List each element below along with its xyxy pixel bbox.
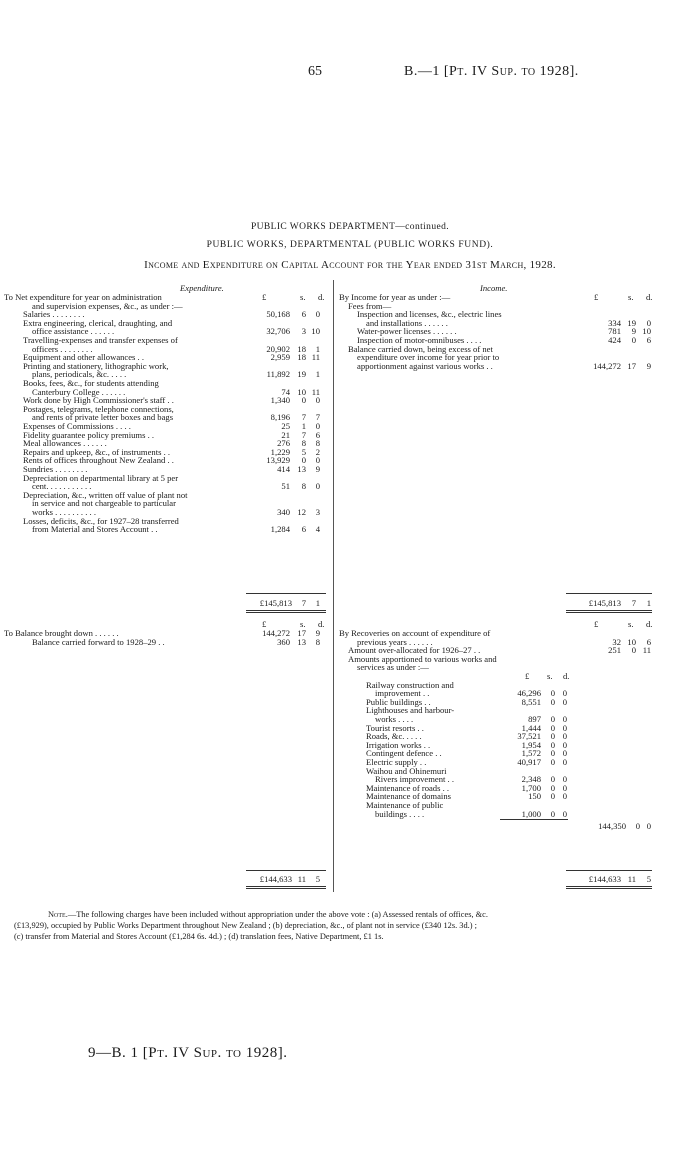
expenditure-amount-pounds: 1,284: [270, 524, 290, 535]
recoveries-amount-pounds: 32: [612, 636, 621, 647]
expenditure-amount-pence: 10: [311, 326, 320, 337]
expenditure-amount-pounds: 51: [281, 481, 290, 492]
expenditure-line: works . . . . . . . . . .: [32, 507, 96, 517]
works-amount-shillings: 0: [550, 782, 555, 793]
expenditure-amount-pence: 0: [315, 455, 320, 466]
expenditure-amount-pence: 6: [315, 429, 320, 440]
expenditure-money-header: £: [262, 292, 267, 302]
recoveries-amount-pounds: 251: [608, 645, 621, 656]
expenditure-line: Losses, deficits, &c., for 1927–28 transferred: [23, 515, 179, 526]
expenditure-amount-pence: 11: [311, 386, 320, 397]
expenditure-line: cent. . . . . . . . . . .: [32, 481, 92, 492]
works-amount-shillings: 0: [550, 722, 555, 733]
expenditure-line: Canterbury College . . . . . .: [32, 386, 126, 397]
expenditure-line: Extra engineering, clerical, draughting, and: [23, 317, 173, 328]
income-total-rule: [566, 593, 652, 594]
recoveries-amount-shillings: 0: [631, 645, 636, 656]
works-money-header: s.: [547, 671, 553, 681]
expenditure-amount-pounds: 8,196: [270, 412, 290, 423]
works-amount-pounds: 150: [528, 791, 541, 802]
works-amount-pounds: 1,444: [521, 722, 541, 733]
works-line: Tourist resorts . .: [366, 722, 424, 733]
works-line: Rivers improvement . .: [375, 774, 455, 785]
expenditure-line: Postages, telegrams, telephone connections,: [23, 403, 174, 414]
expenditure-amount-pounds: 1,340: [270, 395, 290, 406]
works-amount-pounds: 1,000: [521, 808, 541, 819]
document-reference: B.—1 [Pt. IV Sup. to 1928].: [404, 64, 579, 79]
expenditure-amount-pence: 8: [315, 438, 320, 449]
expenditure-amount-pence: 4: [315, 524, 320, 535]
expenditure-amount-pence: 11: [311, 352, 320, 363]
expenditure-line: Meal allowances . . . . . .: [23, 438, 107, 449]
balance-total-pounds: £144,633: [259, 874, 292, 884]
expenditure-amount-shillings: 6: [301, 524, 306, 535]
expenditure-amount-pence: 9: [315, 464, 320, 474]
expenditure-amount-shillings: 18: [297, 352, 306, 363]
works-subtotal-rule: [500, 819, 568, 820]
balance-total-underline: [246, 886, 326, 887]
works-amount-pounds: 897: [528, 714, 541, 724]
expenditure-total-shillings: 7: [301, 598, 306, 608]
balance-amount-shillings: 13: [297, 636, 306, 647]
expenditure-heading: Expenditure.: [180, 283, 224, 293]
department-title: PUBLIC WORKS DEPARTMENT—continued.: [250, 222, 450, 232]
expenditure-amount-pounds: 32,706: [266, 326, 290, 337]
expenditure-amount-pounds: 21: [281, 429, 290, 440]
note-line-3: (c) transfer from Material and Stores Account (£1,284 6s. 4d.) ; (d) translation fees, Native Department, £1 1s.: [14, 932, 384, 941]
balance-total-shillings: 11: [297, 874, 306, 884]
works-line: Contingent defence . .: [366, 748, 442, 759]
expenditure-amount-shillings: 7: [301, 429, 306, 440]
works-amount-shillings: 0: [550, 791, 555, 802]
works-amount-pence: 0: [562, 696, 567, 707]
expenditure-amount-shillings: 10: [297, 386, 306, 397]
works-amount-pence: 0: [562, 782, 567, 793]
balance-line: To Balance brought down . . . . . .: [4, 628, 119, 638]
works-amount-pounds: 46,296: [517, 688, 541, 699]
expenditure-amount-pounds: 340: [277, 507, 290, 517]
recoveries-money-header: £: [594, 619, 599, 629]
works-line: Railway construction and: [366, 679, 454, 690]
works-amount-shillings: 0: [550, 808, 555, 819]
balance-amount-shillings: 17: [297, 628, 306, 638]
expenditure-total-underline: [246, 612, 326, 613]
income-amount-pence: 9: [646, 360, 651, 371]
expenditure-amount-pence: 3: [315, 507, 320, 517]
recoveries-line: Amounts apportioned to various works and: [348, 653, 497, 664]
balance-amount-pounds: 360: [277, 636, 290, 647]
expenditure-amount-shillings: 7: [301, 412, 306, 423]
income-amount-shillings: 17: [627, 360, 636, 371]
balance-amount-pence: 9: [315, 628, 320, 638]
expenditure-line: in service and not chargeable to particular: [32, 498, 176, 509]
recoveries-total-underline: [566, 888, 652, 889]
works-amount-pence: 0: [562, 774, 567, 785]
expenditure-line: Rents of offices throughout New Zealand . .: [23, 455, 174, 466]
recoveries-total-shillings: 11: [627, 874, 636, 884]
works-line: Maintenance of public: [366, 800, 444, 810]
works-subtotal-pounds: 144,350: [598, 821, 626, 832]
expenditure-amount-pounds: 1,229: [270, 446, 290, 457]
works-amount-shillings: 0: [550, 739, 555, 750]
expenditure-amount-shillings: 18: [297, 343, 306, 354]
works-amount-pounds: 8,551: [521, 696, 541, 707]
expenditure-amount-pounds: 13,929: [266, 455, 290, 466]
expenditure-total-underline: [246, 610, 326, 611]
expenditure-line: Depreciation, &c., written off value of plant not: [23, 489, 188, 500]
works-amount-pounds: 2,348: [521, 774, 541, 785]
works-amount-shillings: 0: [550, 748, 555, 759]
income-money-header: s.: [628, 292, 634, 302]
expenditure-amount-shillings: 8: [301, 481, 306, 492]
works-line: buildings . . . .: [375, 808, 425, 819]
page-number: 65: [308, 64, 322, 79]
expenditure-amount-pence: 7: [315, 412, 320, 423]
income-total-pounds: £145,813: [588, 598, 621, 608]
expenditure-amount-pence: 0: [315, 309, 320, 320]
note-line-1: Note.—The following charges have been included without appropriation under the above vote : (a) Assessed rentals of offices, &c.: [48, 910, 488, 919]
recoveries-line: Amount over-allocated for 1926–27 . .: [348, 645, 481, 656]
income-amount-pence: 6: [646, 335, 651, 345]
works-amount-pounds: 1,954: [521, 739, 541, 750]
expenditure-line: To Net expenditure for year on administration: [4, 292, 162, 302]
income-amount-shillings: 9: [631, 326, 636, 337]
income-total-shillings: 7: [631, 598, 636, 608]
works-line: Public buildings . .: [366, 696, 431, 707]
expenditure-line: Salaries . . . . . . . .: [23, 309, 85, 320]
expenditure-line: Books, fees, &c., for students attending: [23, 378, 159, 388]
works-subtotal-shillings: 0: [635, 821, 640, 832]
works-line: Waihou and Ohinemuri: [366, 765, 447, 776]
works-amount-shillings: 0: [550, 696, 555, 707]
income-line: Inspection and licenses, &c., electric lines: [357, 309, 502, 320]
works-amount-shillings: 0: [550, 714, 555, 724]
expenditure-total-pence: 1: [315, 598, 320, 608]
expenditure-line: plans, periodicals, &c. . . . .: [32, 369, 127, 380]
works-line: Maintenance of roads . .: [366, 782, 450, 793]
works-amount-pounds: 1,700: [521, 782, 541, 793]
expenditure-line: Travelling-expenses and transfer expenses of: [23, 335, 178, 345]
works-line: Maintenance of domains: [366, 791, 451, 802]
expenditure-line: officers . . . . . . . .: [32, 343, 93, 354]
column-divider: [333, 280, 334, 892]
recoveries-amount-pence: 11: [642, 645, 651, 656]
income-line: and installations . . . . . .: [366, 317, 448, 328]
expenditure-amount-pence: 0: [315, 421, 320, 431]
works-line: works . . . .: [375, 714, 414, 724]
expenditure-line: Equipment and other allowances . .: [23, 352, 144, 363]
works-line: improvement . .: [375, 688, 430, 699]
works-amount-shillings: 0: [550, 731, 555, 742]
income-amount-shillings: 0: [631, 335, 636, 345]
works-line: Lighthouses and harbour-: [366, 705, 455, 716]
recoveries-line: By Recoveries on account of expenditure of: [339, 628, 491, 638]
expenditure-amount-pounds: 414: [277, 464, 290, 474]
expenditure-line: and rents of private letter boxes and bags: [32, 412, 174, 423]
works-amount-shillings: 0: [550, 757, 555, 767]
works-subtotal-pence: 0: [646, 821, 651, 832]
works-line: Roads, &c. . . . .: [366, 731, 422, 742]
expenditure-line: Printing and stationery, lithographic work,: [23, 360, 169, 371]
expenditure-line: Depreciation on departmental library at 5 per: [23, 472, 179, 483]
income-amount-pence: 0: [646, 317, 651, 328]
expenditure-total-pounds: £145,813: [259, 598, 292, 608]
works-amount-pence: 0: [562, 739, 567, 750]
note-line-2: (£13,929), occupied by Public Works Department throughout New Zealand ; (b) depreciation, &c., of plant not in service (£340 12s. 3d.) ;: [14, 921, 477, 930]
works-amount-shillings: 0: [550, 774, 555, 785]
income-line: Fees from—: [348, 300, 392, 311]
income-amount-shillings: 19: [627, 317, 636, 328]
balance-amount-pence: 8: [315, 636, 320, 647]
income-line: expenditure over income for year prior to: [357, 352, 500, 363]
expenditure-amount-shillings: 8: [301, 438, 306, 449]
balance-money-header: s.: [300, 619, 306, 629]
income-line: Inspection of motor-omnibuses . . . .: [357, 335, 482, 345]
balance-line: Balance carried forward to 1928–29 . .: [32, 636, 165, 647]
expenditure-amount-pence: 1: [315, 343, 320, 354]
recoveries-total-underline: [566, 886, 652, 887]
works-amount-pence: 0: [562, 757, 567, 767]
balance-money-header: d.: [318, 619, 325, 629]
expenditure-amount-pounds: 276: [277, 438, 290, 449]
expenditure-amount-shillings: 12: [297, 507, 306, 517]
expenditure-line: Sundries . . . . . . . .: [23, 464, 88, 474]
expenditure-amount-pounds: 2,959: [270, 352, 290, 363]
recoveries-amount-shillings: 10: [627, 636, 636, 647]
works-amount-pence: 0: [562, 808, 567, 819]
works-amount-pence: 0: [562, 688, 567, 699]
expenditure-line: Work done by High Commissioner's staff . .: [23, 395, 174, 406]
income-heading: Income.: [480, 283, 508, 293]
works-amount-pence: 0: [562, 731, 567, 742]
expenditure-amount-pence: 0: [315, 395, 320, 406]
works-line: Electric supply . .: [366, 757, 427, 767]
income-line: Water-power licenses . . . . . .: [357, 326, 457, 337]
income-amount-pounds: 144,272: [593, 360, 621, 371]
balance-total-underline: [246, 888, 326, 889]
expenditure-amount-pounds: 74: [281, 386, 290, 397]
expenditure-amount-shillings: 5: [301, 446, 306, 457]
income-total-underline: [566, 610, 652, 611]
income-amount-pence: 10: [642, 326, 651, 337]
recoveries-line: services as under :—: [357, 662, 429, 673]
expenditure-total-rule: [246, 593, 326, 594]
works-line: Irrigation works . .: [366, 739, 431, 750]
expenditure-amount-shillings: 0: [301, 395, 306, 406]
expenditure-amount-shillings: 3: [301, 326, 306, 337]
footer-reference: 9—B. 1 [Pt. IV Sup. to 1928].: [88, 1045, 288, 1061]
income-money-header: d.: [646, 292, 653, 302]
balance-total-pence: 5: [315, 874, 320, 884]
recoveries-total-rule: [566, 870, 652, 871]
expenditure-amount-pence: 1: [315, 369, 320, 380]
income-amount-pounds: 781: [608, 326, 621, 337]
expenditure-money-header: s.: [300, 292, 306, 302]
balance-money-header: £: [262, 619, 267, 629]
expenditure-line: from Material and Stores Account . .: [32, 524, 158, 535]
expenditure-amount-pence: 0: [315, 481, 320, 492]
expenditure-amount-pence: 2: [315, 446, 320, 457]
works-money-header: £: [525, 671, 530, 681]
works-amount-pence: 0: [562, 791, 567, 802]
note-label: Note.: [48, 910, 68, 919]
recoveries-total-pounds: £144,633: [588, 874, 621, 884]
income-amount-pounds: 334: [608, 317, 621, 328]
expenditure-line: Expenses of Commissions . . . .: [23, 421, 131, 431]
expenditure-amount-pounds: 50,168: [266, 309, 290, 320]
works-money-header: d.: [563, 671, 570, 681]
expenditure-line: Repairs and upkeep, &c., of instruments . .: [23, 446, 171, 457]
works-amount-pounds: 40,917: [517, 757, 541, 767]
expenditure-amount-pounds: 11,892: [266, 369, 290, 380]
expenditure-amount-pounds: 20,902: [266, 343, 290, 354]
expenditure-amount-shillings: 19: [297, 369, 306, 380]
expenditure-line: office assistance . . . . . .: [32, 326, 115, 337]
expenditure-amount-shillings: 13: [297, 464, 306, 474]
expenditure-amount-shillings: 0: [301, 455, 306, 466]
works-amount-pence: 0: [562, 722, 567, 733]
recoveries-money-header: s.: [628, 619, 634, 629]
expenditure-amount-pounds: 25: [281, 421, 290, 431]
recoveries-amount-pence: 6: [646, 636, 651, 647]
income-line: By Income for year as under :—: [339, 292, 451, 302]
balance-amount-pounds: 144,272: [262, 628, 290, 638]
expenditure-amount-shillings: 1: [301, 421, 306, 431]
recoveries-money-header: d.: [646, 619, 653, 629]
works-amount-shillings: 0: [550, 688, 555, 699]
works-amount-pence: 0: [562, 714, 567, 724]
balance-total-rule: [246, 870, 326, 871]
income-money-header: £: [594, 292, 599, 302]
works-amount-pence: 0: [562, 748, 567, 759]
expenditure-amount-shillings: 6: [301, 309, 306, 320]
income-total-underline: [566, 612, 652, 613]
expenditure-line: and supervision expenses, &c., as under :—: [32, 300, 183, 311]
works-amount-pounds: 37,521: [517, 731, 541, 742]
income-line: apportionment against various works . .: [357, 360, 493, 371]
expenditure-line: Fidelity guarantee policy premiums . .: [23, 429, 155, 440]
expenditure-money-header: d.: [318, 292, 325, 302]
income-total-pence: 1: [646, 598, 651, 608]
recoveries-line: previous years . . . . . .: [357, 636, 433, 647]
income-amount-pounds: 424: [608, 335, 621, 345]
account-title: Income and Expenditure on Capital Account for the Year ended 31st March, 1928.: [144, 259, 556, 271]
fund-title: PUBLIC WORKS, DEPARTMENTAL (PUBLIC WORKS FUND).: [206, 240, 494, 250]
recoveries-total-pence: 5: [646, 874, 651, 884]
works-amount-pounds: 1,572: [521, 748, 541, 759]
income-line: Balance carried down, being excess of net: [348, 343, 493, 354]
